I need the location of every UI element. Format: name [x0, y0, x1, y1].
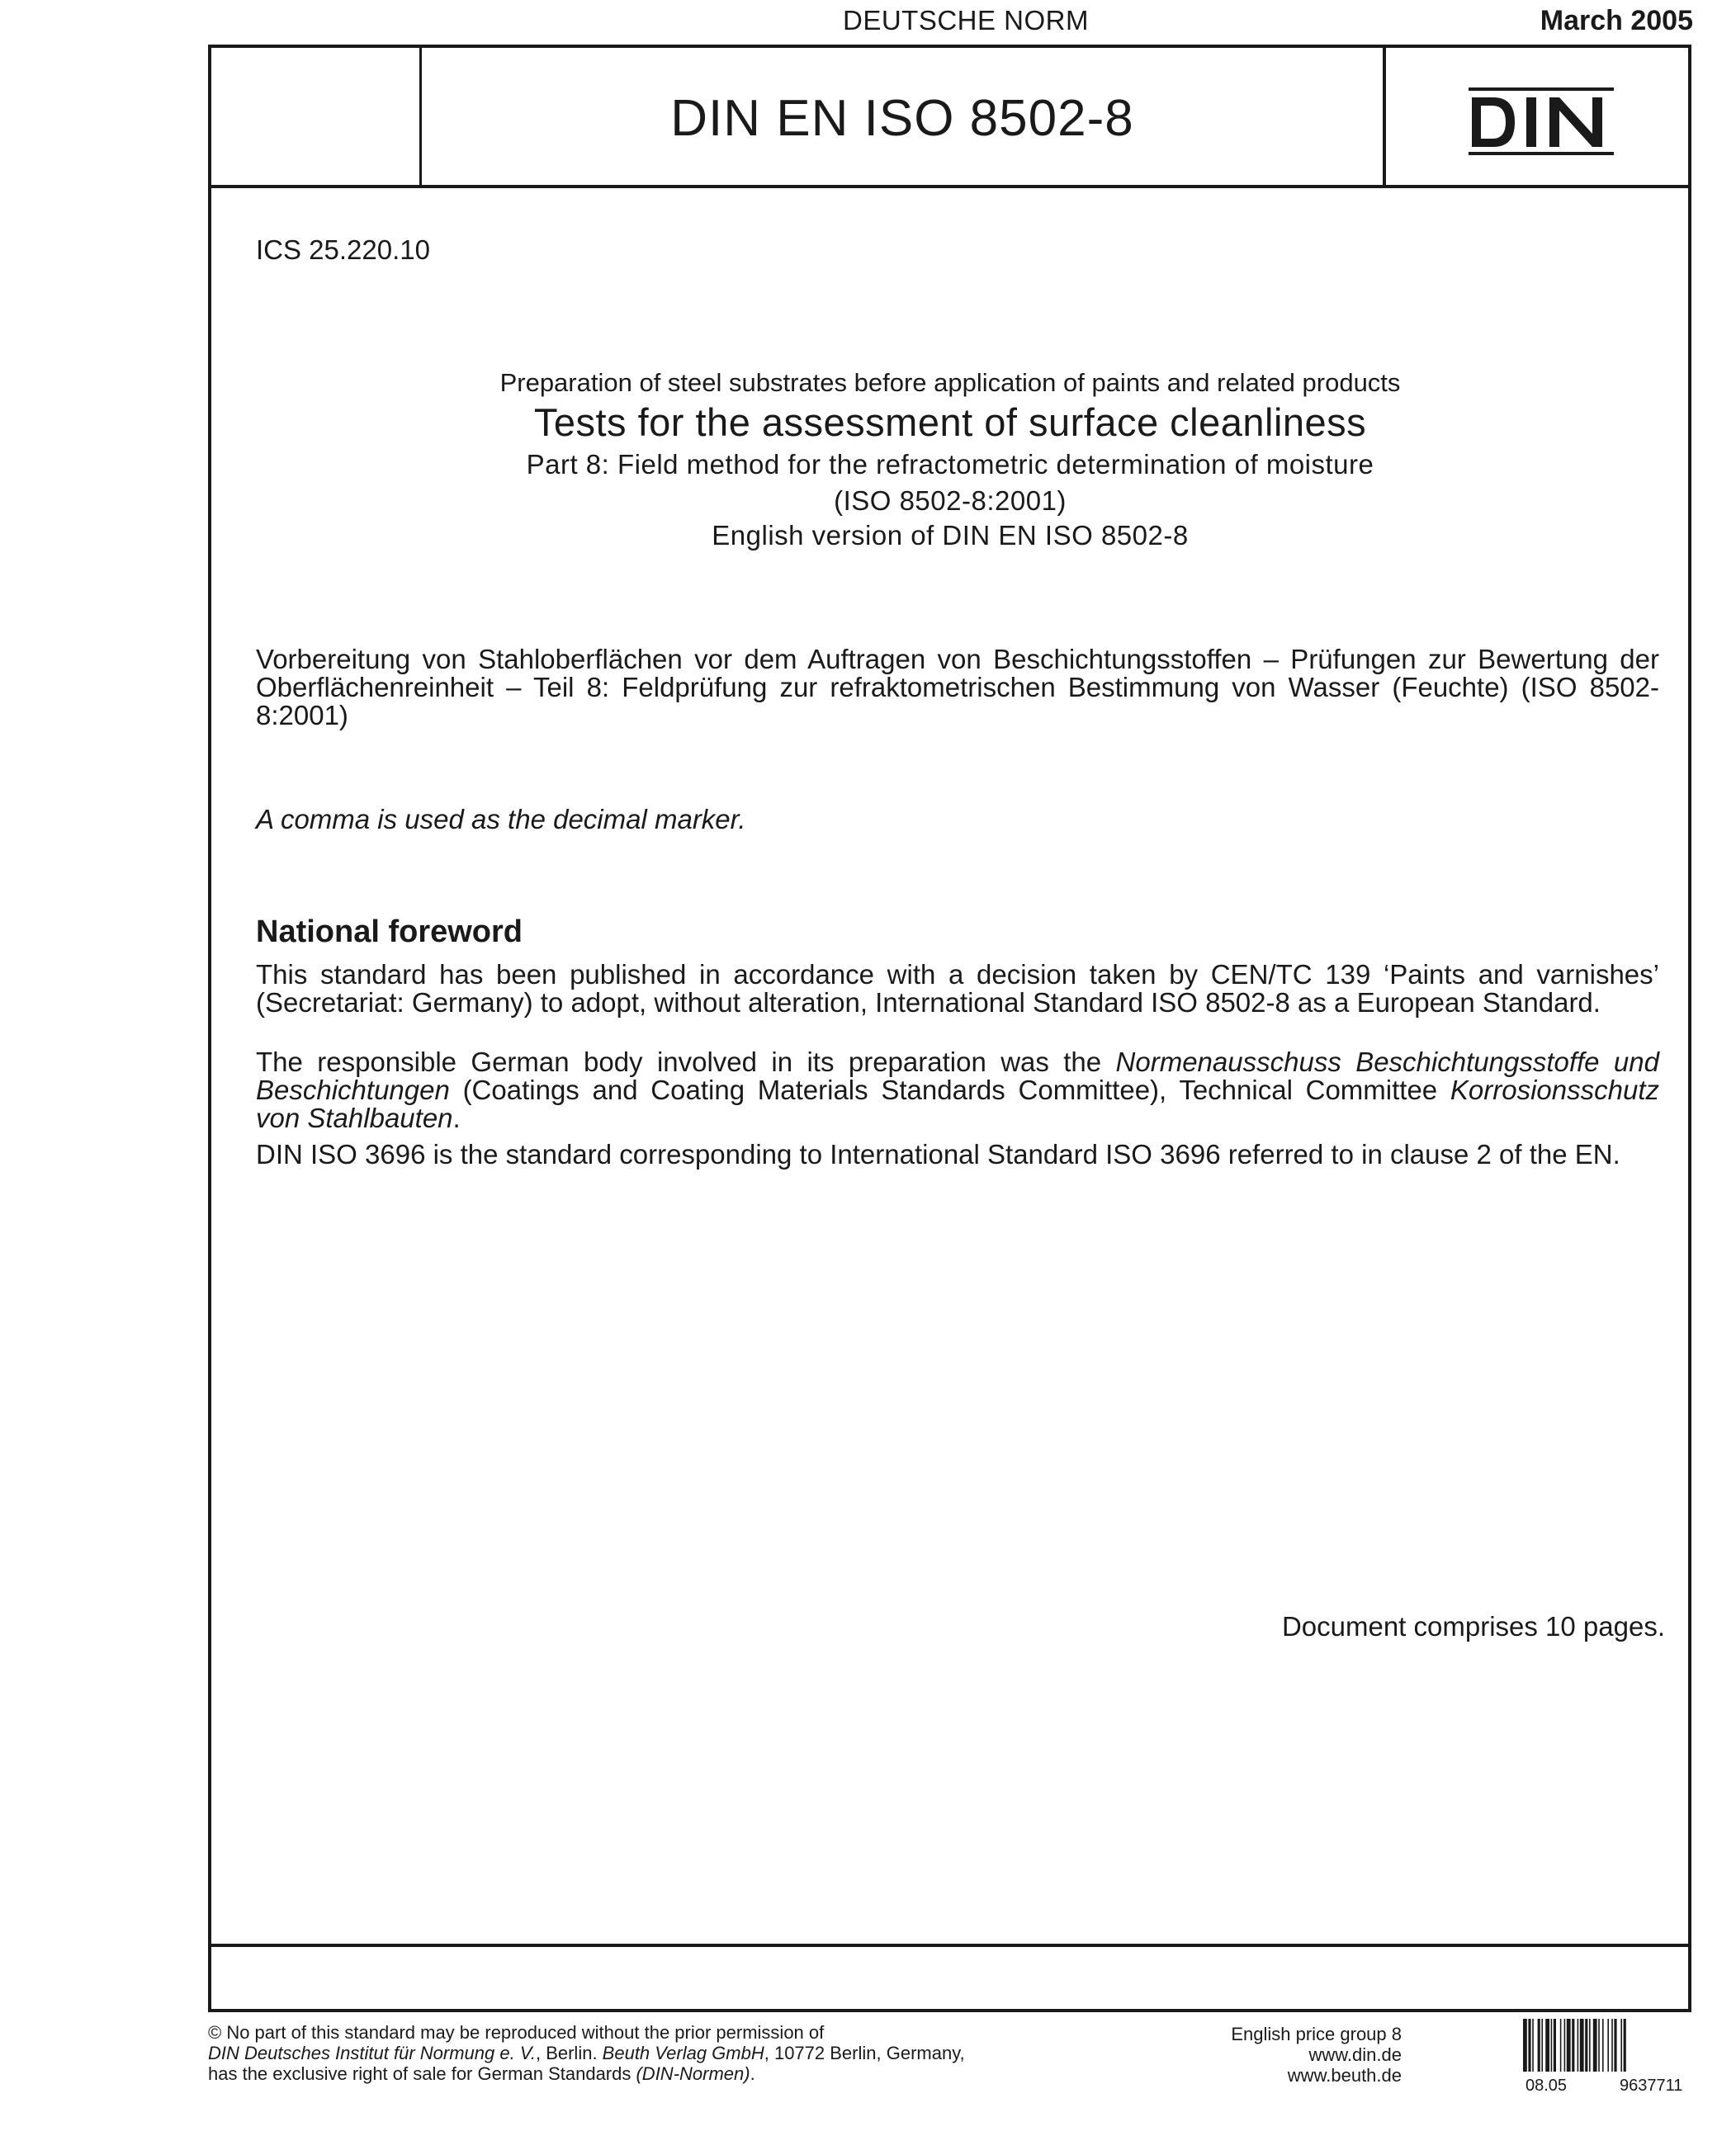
decimal-note: A comma is used as the decimal marker. [256, 804, 746, 834]
din-logo [1469, 87, 1614, 155]
copyright-line [208, 2043, 965, 2063]
foreword-heading: National foreword [256, 914, 523, 949]
english-version: English version of DIN EN ISO 8502-8 [712, 520, 1189, 551]
foreword-paragraph-2 [256, 1048, 1659, 1132]
copyright-text: has the exclusive right of sale for German Standards [208, 2063, 636, 2084]
din-website-link[interactable]: www.din.de [1308, 2044, 1402, 2065]
copyright-line [208, 2063, 965, 2084]
foreword-paragraph-1: This standard has been published in accordance with a decision taken by CEN/TC 139 ‘Paints and varnishes’ (Secretariat: Germany) to adopt, without alteration, International Standard ISO 8502-8 as a European Standard. [256, 959, 1659, 1018]
barcode-date: 08.05 [1526, 2077, 1568, 2095]
barcode-number: 9637711 [1620, 2077, 1683, 2095]
din-normen: (DIN-Normen) [636, 2063, 750, 2084]
page-frame [208, 45, 1691, 2012]
footer-divider [208, 1944, 1691, 1947]
german-title: Vorbereitung von Stahloberflächen vor dem Auftragen von Beschichtungsstoffen – Prüfungen zur Bewertung der Oberflächenreinheit – Teil 8: Feldprüfung zur refraktometrischen Bestimmung von Wasser (Feuchte) (ISO 8502-8:2001) [256, 644, 1659, 730]
part-title: Part 8: Field method for the refractometric determination of moisture [526, 449, 1374, 480]
foreword-p2-text: The responsible German body involved in its preparation was the [256, 1047, 1116, 1077]
committee-name: Normenausschuss Beschichtungsstoffe und Beschichtungen [256, 1047, 1659, 1105]
beuth-website-link[interactable]: www.beuth.de [1287, 2065, 1402, 2086]
beuth-verlag: Beuth Verlag GmbH [602, 2043, 764, 2063]
main-title: Tests for the assessment of surface cleanliness [533, 400, 1367, 444]
copyright-text: , 10772 Berlin, Germany, [764, 2043, 965, 2063]
copyright-text: . [750, 2063, 755, 2084]
barcode-icon [1521, 2019, 1695, 2072]
copyright-text: , Berlin. [535, 2043, 603, 2063]
header-divider-right [1383, 45, 1386, 188]
copyright-notice [208, 2022, 965, 2084]
copyright-line: © No part of this standard may be reproduced without the prior permission of [208, 2022, 825, 2043]
issue-date: March 2005 [1540, 5, 1693, 36]
price-block [1139, 2024, 1402, 2086]
document-number: DIN EN ISO 8502-8 [670, 90, 1134, 147]
price-group: English price group 8 [1231, 2024, 1402, 2044]
subtitle: Preparation of steel substrates before application of paints and related products [499, 368, 1401, 397]
foreword-p2-text: (Coatings and Coating Materials Standards Committee), Technical Committee [449, 1075, 1450, 1105]
ics-code: ICS 25.220.10 [256, 234, 430, 265]
header-divider-left [419, 45, 422, 188]
din-institute: DIN Deutsches Institut für Normung e. V. [208, 2043, 536, 2063]
technical-committee-name: Korrosionsschutz von Stahlbauten [256, 1075, 1659, 1133]
foreword-paragraph-3: DIN ISO 3696 is the standard corresponding to International Standard ISO 3696 referred to in clause 2 of the EN. [256, 1139, 1620, 1170]
page-count: Document comprises 10 pages. [1281, 1611, 1665, 1642]
iso-reference: (ISO 8502-8:2001) [834, 485, 1067, 516]
norm-label: DEUTSCHE NORM [842, 5, 1089, 35]
foreword-p2-text: . [452, 1103, 461, 1133]
